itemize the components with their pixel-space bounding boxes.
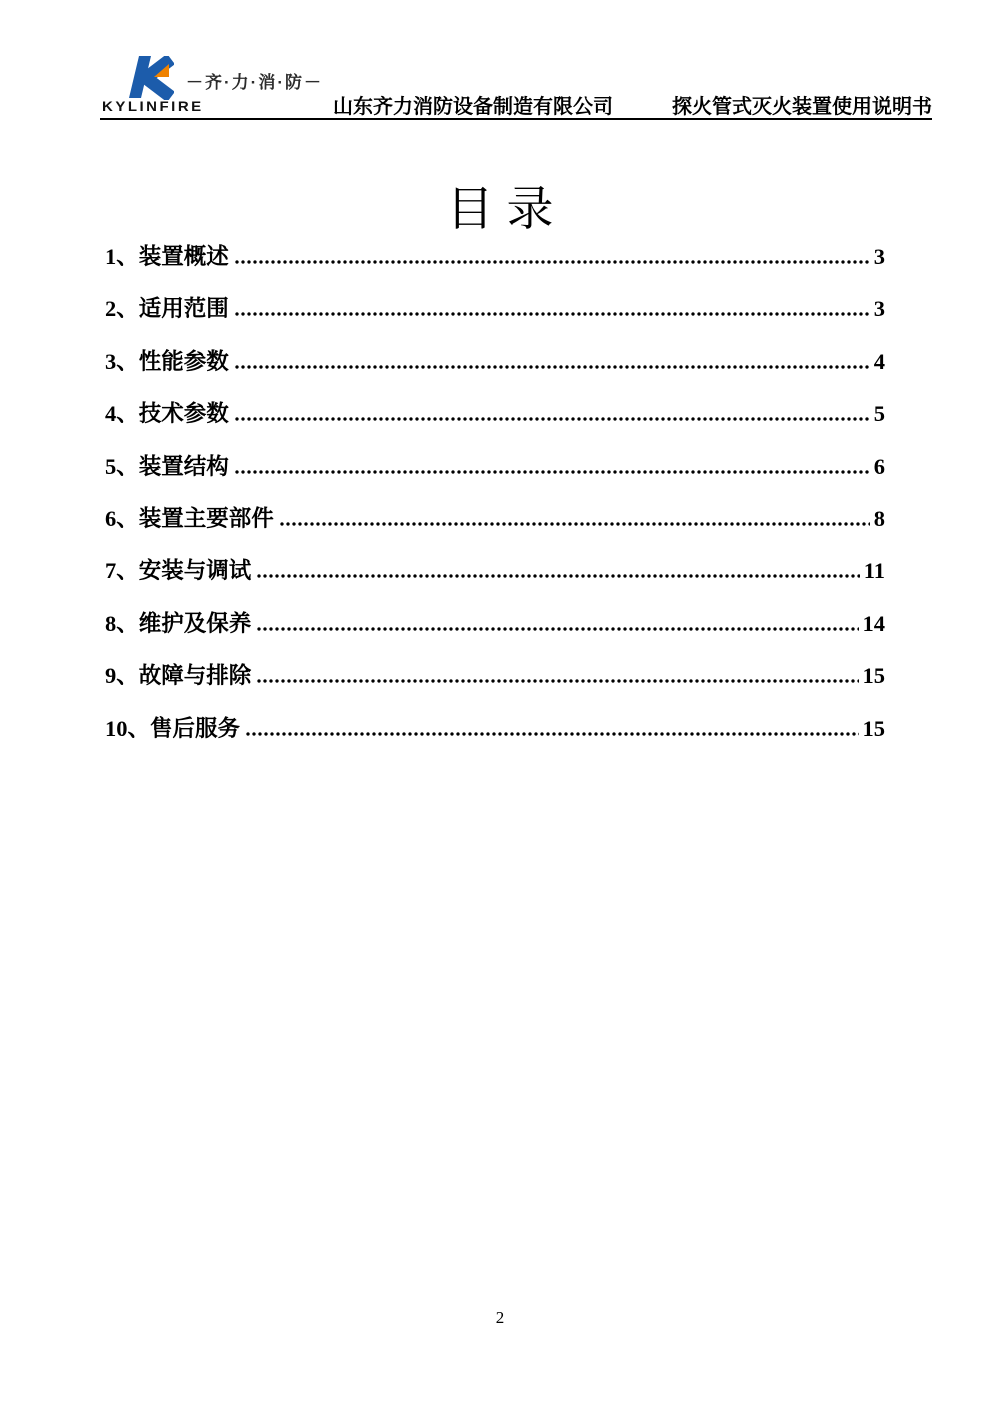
toc-entry-label: 1、装置概述 bbox=[105, 244, 229, 269]
toc-entry-label: 9、故障与排除 bbox=[105, 663, 252, 689]
dot-leader bbox=[234, 470, 870, 474]
logo-brand-text: KYLINFIRE bbox=[102, 99, 204, 115]
toc-entry-9 bbox=[105, 650, 885, 702]
header-divider-line bbox=[100, 118, 932, 120]
toc-list bbox=[105, 231, 885, 755]
toc-entry-7 bbox=[105, 545, 885, 597]
toc-entry-4 bbox=[105, 388, 885, 440]
toc-entry-label: 10、售后服务 bbox=[105, 715, 241, 741]
dot-leader bbox=[234, 260, 870, 264]
toc-entry-label: 3、性能参数 bbox=[105, 348, 229, 374]
header-doc-title: 探火管式灭火装置使用说明书 bbox=[672, 96, 932, 118]
logo-chevron-shape bbox=[146, 59, 171, 97]
toc-entry-page: 5 bbox=[873, 401, 885, 427]
toc-entry-page: 15 bbox=[862, 663, 885, 689]
toc-entry-page: 3 bbox=[873, 244, 885, 269]
kylinfire-logo-icon bbox=[128, 56, 174, 100]
dot-leader bbox=[234, 312, 870, 316]
toc-entry-6 bbox=[105, 493, 885, 545]
dot-leader bbox=[245, 732, 858, 736]
toc-entry-label: 8、维护及保养 bbox=[105, 610, 252, 636]
toc-entry-page: 11 bbox=[863, 558, 885, 584]
dot-leader bbox=[234, 417, 870, 421]
toc-entry-label: 7、安装与调试 bbox=[105, 558, 252, 584]
toc-entry-label: 2、适用范围 bbox=[105, 296, 229, 322]
toc-entry-page: 3 bbox=[873, 296, 885, 322]
toc-entry-page: 4 bbox=[873, 348, 885, 374]
toc-entry-2 bbox=[105, 283, 885, 335]
logo-tagline: －齐·力·消·防－ bbox=[186, 73, 323, 92]
toc-entry-10 bbox=[105, 703, 885, 755]
dot-leader bbox=[256, 574, 859, 578]
toc-entry-3 bbox=[105, 336, 885, 388]
toc-entry-label: 4、技术参数 bbox=[105, 401, 229, 427]
dot-leader bbox=[256, 627, 858, 631]
toc-entry-page: 8 bbox=[873, 505, 885, 531]
dot-leader bbox=[234, 365, 870, 369]
toc-entry-label: 6、装置主要部件 bbox=[105, 505, 274, 531]
toc-entry-page: 14 bbox=[862, 610, 885, 636]
toc-entry-page: 15 bbox=[862, 715, 885, 741]
dot-leader bbox=[256, 679, 858, 683]
header-company-name: 山东齐力消防设备制造有限公司 bbox=[333, 96, 613, 118]
toc-entry-page: 6 bbox=[873, 453, 885, 479]
footer-page-number: 2 bbox=[495, 1308, 505, 1327]
toc-entry-5 bbox=[105, 441, 885, 493]
toc-entry-1 bbox=[105, 231, 885, 283]
toc-entry-8 bbox=[105, 598, 885, 650]
toc-title: 目录 bbox=[446, 184, 567, 236]
toc-entry-label: 5、装置结构 bbox=[105, 453, 229, 479]
dot-leader bbox=[279, 522, 870, 526]
